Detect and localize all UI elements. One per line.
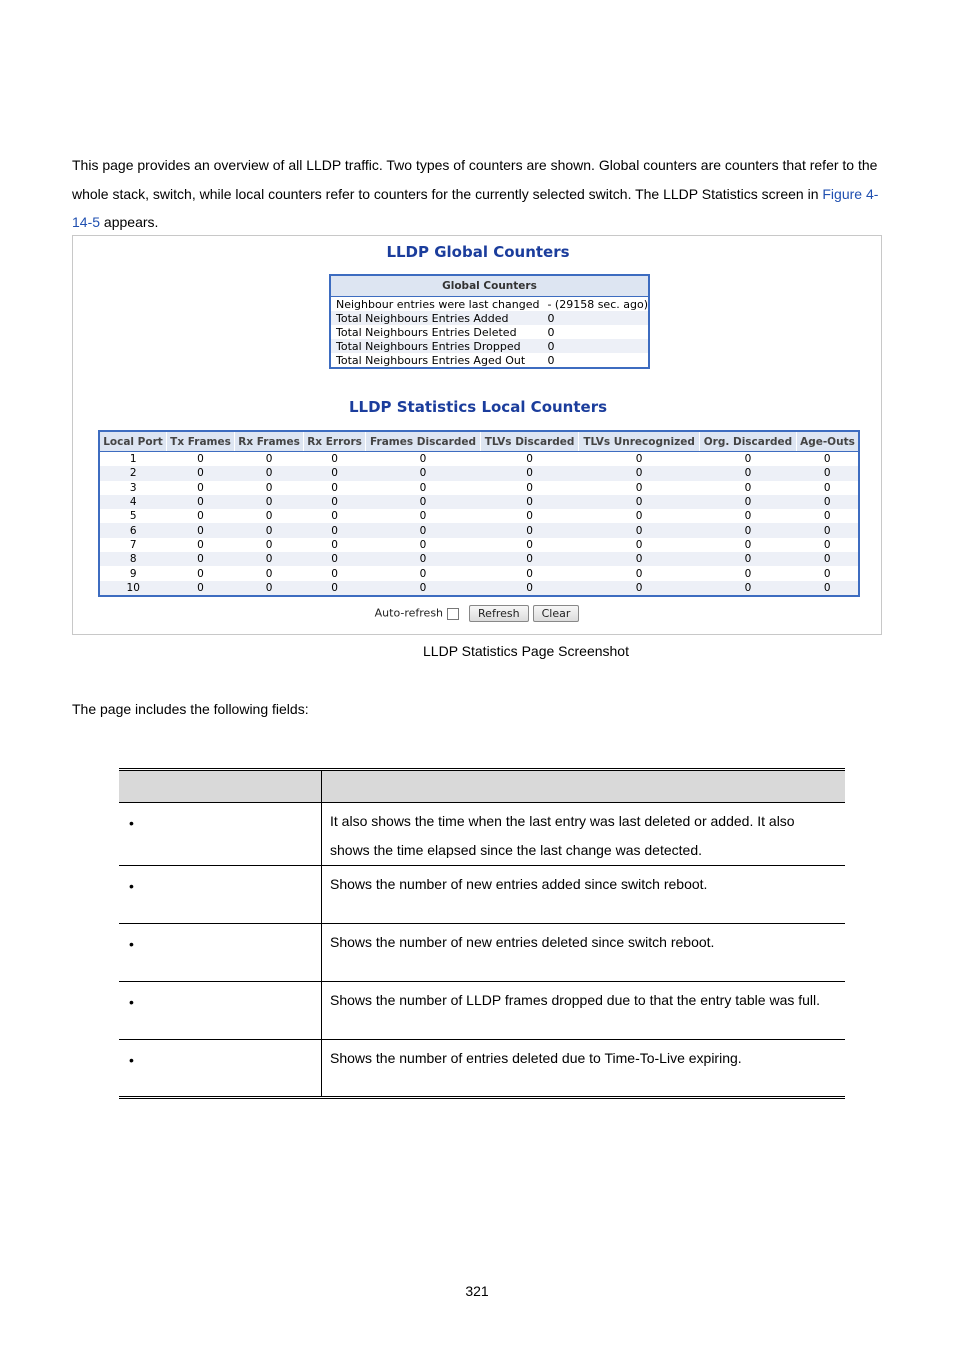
table-cell: 0 <box>635 538 643 551</box>
table-cell: 0 <box>331 510 338 523</box>
table-row <box>99 523 859 537</box>
global-counter-value: - (29158 sec. ago) <box>547 297 648 311</box>
column-header: Rx Errors <box>304 431 366 452</box>
table-cell: 0 <box>304 495 366 509</box>
table-cell: 0 <box>823 481 831 494</box>
table-cell: 0 <box>197 453 204 466</box>
table-cell: 10 <box>99 581 166 596</box>
field-row <box>119 1040 845 1098</box>
table-cell: 0 <box>796 523 859 537</box>
global-counter-label: Total Neighbours Entries Dropped <box>330 339 539 353</box>
table-cell: 0 <box>235 581 304 596</box>
intro-text: This page provides an overview of all LLDP traffic. Two types of counters are shown. Global counters are counters that refer to the whole stack, switch, while local counters refer to counters for the currently selected switch. The LLDP Statistics screen in <box>72 157 878 202</box>
column-header: Org. Discarded <box>700 431 797 452</box>
field-row <box>119 866 845 924</box>
table-row <box>99 552 859 566</box>
page-number: 321 <box>465 1283 489 1299</box>
table-cell: 0 <box>744 510 752 523</box>
table-cell: 4 <box>99 495 166 509</box>
column-header: Tx Frames <box>166 431 234 452</box>
global-counter-row <box>330 339 649 353</box>
table-cell: 0 <box>235 466 304 480</box>
fields-table <box>119 768 845 1099</box>
table-cell: 0 <box>635 567 643 580</box>
column-header: TLVs Discarded <box>481 431 579 452</box>
table-cell: 0 <box>197 567 204 580</box>
table-cell: 0 <box>331 481 338 494</box>
table-cell: 0 <box>304 581 366 596</box>
table-cell: 0 <box>744 453 752 466</box>
table-cell: 0 <box>700 552 797 566</box>
table-cell: 0 <box>304 523 366 537</box>
table-row <box>99 495 859 509</box>
table-cell: 0 <box>526 567 533 580</box>
table-row <box>99 581 859 596</box>
table-cell: 0 <box>419 510 427 523</box>
global-counters-table <box>329 274 650 369</box>
table-row <box>99 566 859 580</box>
table-cell: 0 <box>365 523 480 537</box>
field-row <box>119 982 845 1040</box>
table-cell: 0 <box>304 466 366 480</box>
global-counters-title: LLDP Global Counters <box>386 243 570 261</box>
table-cell: 0 <box>265 538 273 551</box>
table-cell: 0 <box>700 523 797 537</box>
table-cell: 0 <box>235 523 304 537</box>
table-cell: 6 <box>99 523 166 537</box>
field-description: Shows the number of new entries added since switch reboot. <box>322 866 846 924</box>
table-cell: 0 <box>635 453 643 466</box>
table-cell: 0 <box>796 581 859 596</box>
table-row <box>99 452 859 467</box>
table-cell: 0 <box>579 495 700 509</box>
global-counter-row <box>330 297 649 312</box>
table-cell: 0 <box>481 552 579 566</box>
global-counters-header: Global Counters <box>330 275 649 297</box>
global-counter-row <box>330 311 649 325</box>
table-cell: 0 <box>700 495 797 509</box>
table-cell: 0 <box>365 495 480 509</box>
global-counter-value: 0 <box>547 325 555 339</box>
auto-refresh-checkbox[interactable] <box>447 608 459 620</box>
table-cell: 0 <box>823 510 831 523</box>
table-cell: 0 <box>166 523 234 537</box>
table-cell: 9 <box>129 567 137 580</box>
field-bullet: • <box>119 866 322 924</box>
table-cell: 0 <box>579 552 700 566</box>
table-cell: 0 <box>700 466 797 480</box>
column-header: Local Port <box>99 431 166 452</box>
table-cell: 0 <box>700 581 797 596</box>
field-description: Shows the number of LLDP frames dropped due to that the entry table was full. <box>322 982 846 1040</box>
global-counter-row <box>330 325 649 339</box>
table-cell: 0 <box>265 481 273 494</box>
table-cell: 8 <box>99 552 166 566</box>
controls-bar <box>73 605 883 622</box>
local-counters-title: LLDP Statistics Local Counters <box>348 398 608 416</box>
table-row <box>99 509 859 523</box>
table-cell: 0 <box>579 581 700 596</box>
field-bullet: • <box>119 924 322 982</box>
local-counters-table <box>98 430 860 597</box>
table-cell: 0 <box>365 466 480 480</box>
table-cell: 0 <box>526 538 533 551</box>
global-counter-label: Total Neighbours Entries Added <box>330 311 539 325</box>
table-cell: 2 <box>99 466 166 480</box>
table-cell: 0 <box>635 481 643 494</box>
table-cell: 0 <box>235 552 304 566</box>
field-bullet: • <box>119 803 322 866</box>
field-description: Shows the number of entries deleted due to Time-To-Live expiring. <box>322 1040 846 1098</box>
field-bullet: • <box>119 982 322 1040</box>
table-cell: 0 <box>823 453 831 466</box>
table-cell: 0 <box>331 453 338 466</box>
table-cell: 0 <box>331 538 338 551</box>
field-bullet: • <box>119 1040 322 1098</box>
intro-paragraph <box>72 151 884 237</box>
column-header: Age-Outs <box>796 431 859 452</box>
table-cell: 0 <box>796 495 859 509</box>
table-cell: 0 <box>744 567 752 580</box>
field-row <box>119 803 845 866</box>
table-cell: 0 <box>823 538 831 551</box>
table-cell: 0 <box>197 538 204 551</box>
table-cell: 0 <box>419 538 427 551</box>
table-cell: 0 <box>796 552 859 566</box>
field-row <box>119 924 845 982</box>
table-cell: 0 <box>304 552 366 566</box>
auto-refresh-label: Auto-refresh <box>374 606 444 620</box>
fields-table-header <box>119 770 845 803</box>
global-counter-label: Neighbour entries were last changed <box>336 297 540 311</box>
clear-button[interactable]: Clear <box>533 605 580 622</box>
table-cell: 0 <box>419 481 427 494</box>
field-description: Shows the number of new entries deleted since switch reboot. <box>322 924 846 982</box>
refresh-button[interactable]: Refresh <box>469 605 529 622</box>
field-description: It also shows the time when the last entry was last deleted or added. It also shows the time elapsed since the last change was detected. <box>322 803 846 866</box>
table-cell: 0 <box>481 495 579 509</box>
table-cell: 0 <box>823 567 831 580</box>
table-row <box>99 538 859 552</box>
table-cell: 0 <box>365 552 480 566</box>
table-cell: 0 <box>481 581 579 596</box>
table-cell: 0 <box>265 453 273 466</box>
global-counter-value: 0 <box>539 339 649 353</box>
table-cell: 0 <box>265 510 273 523</box>
table-cell: 0 <box>635 510 643 523</box>
table-cell: 0 <box>331 567 338 580</box>
global-counter-value: 0 <box>547 353 555 367</box>
screenshot-figure <box>72 235 882 635</box>
table-cell: 0 <box>481 466 579 480</box>
table-cell: 0 <box>579 523 700 537</box>
table-cell: 0 <box>419 453 427 466</box>
table-cell: 0 <box>235 495 304 509</box>
global-counter-value: 0 <box>539 311 649 325</box>
table-cell: 0 <box>365 581 480 596</box>
table-cell: 0 <box>265 567 273 580</box>
table-cell: 0 <box>197 481 204 494</box>
global-counter-label: Total Neighbours Entries Aged Out <box>336 353 526 367</box>
table-cell: 0 <box>166 495 234 509</box>
intro-tail: appears. <box>100 214 159 230</box>
table-cell: 0 <box>166 552 234 566</box>
table-cell: 0 <box>481 523 579 537</box>
figure-link[interactable]: Figure 4-14-5 <box>72 185 879 230</box>
table-cell: 0 <box>796 466 859 480</box>
fields-intro: The page includes the following fields: <box>72 701 309 717</box>
column-header: Rx Frames <box>235 431 304 452</box>
table-cell: 0 <box>526 453 533 466</box>
table-cell: 5 <box>129 510 137 523</box>
table-cell: 0 <box>197 510 204 523</box>
table-cell: 0 <box>579 466 700 480</box>
figure-caption: LLDP Statistics Page Screenshot <box>423 643 629 659</box>
table-cell: 0 <box>419 567 427 580</box>
table-cell: 0 <box>526 510 533 523</box>
table-cell: 3 <box>129 481 137 494</box>
table-cell: 7 <box>129 538 137 551</box>
table-row <box>99 481 859 495</box>
global-counter-label: Total Neighbours Entries Deleted <box>336 325 517 339</box>
global-counter-row <box>330 353 649 368</box>
table-cell: 0 <box>166 466 234 480</box>
table-cell: 0 <box>744 538 752 551</box>
table-cell: 0 <box>744 481 752 494</box>
table-cell: 0 <box>166 581 234 596</box>
table-row <box>99 466 859 480</box>
column-header: Frames Discarded <box>365 431 480 452</box>
column-header: TLVs Unrecognized <box>579 431 700 452</box>
table-cell: 1 <box>129 453 137 466</box>
table-cell: 0 <box>526 481 533 494</box>
